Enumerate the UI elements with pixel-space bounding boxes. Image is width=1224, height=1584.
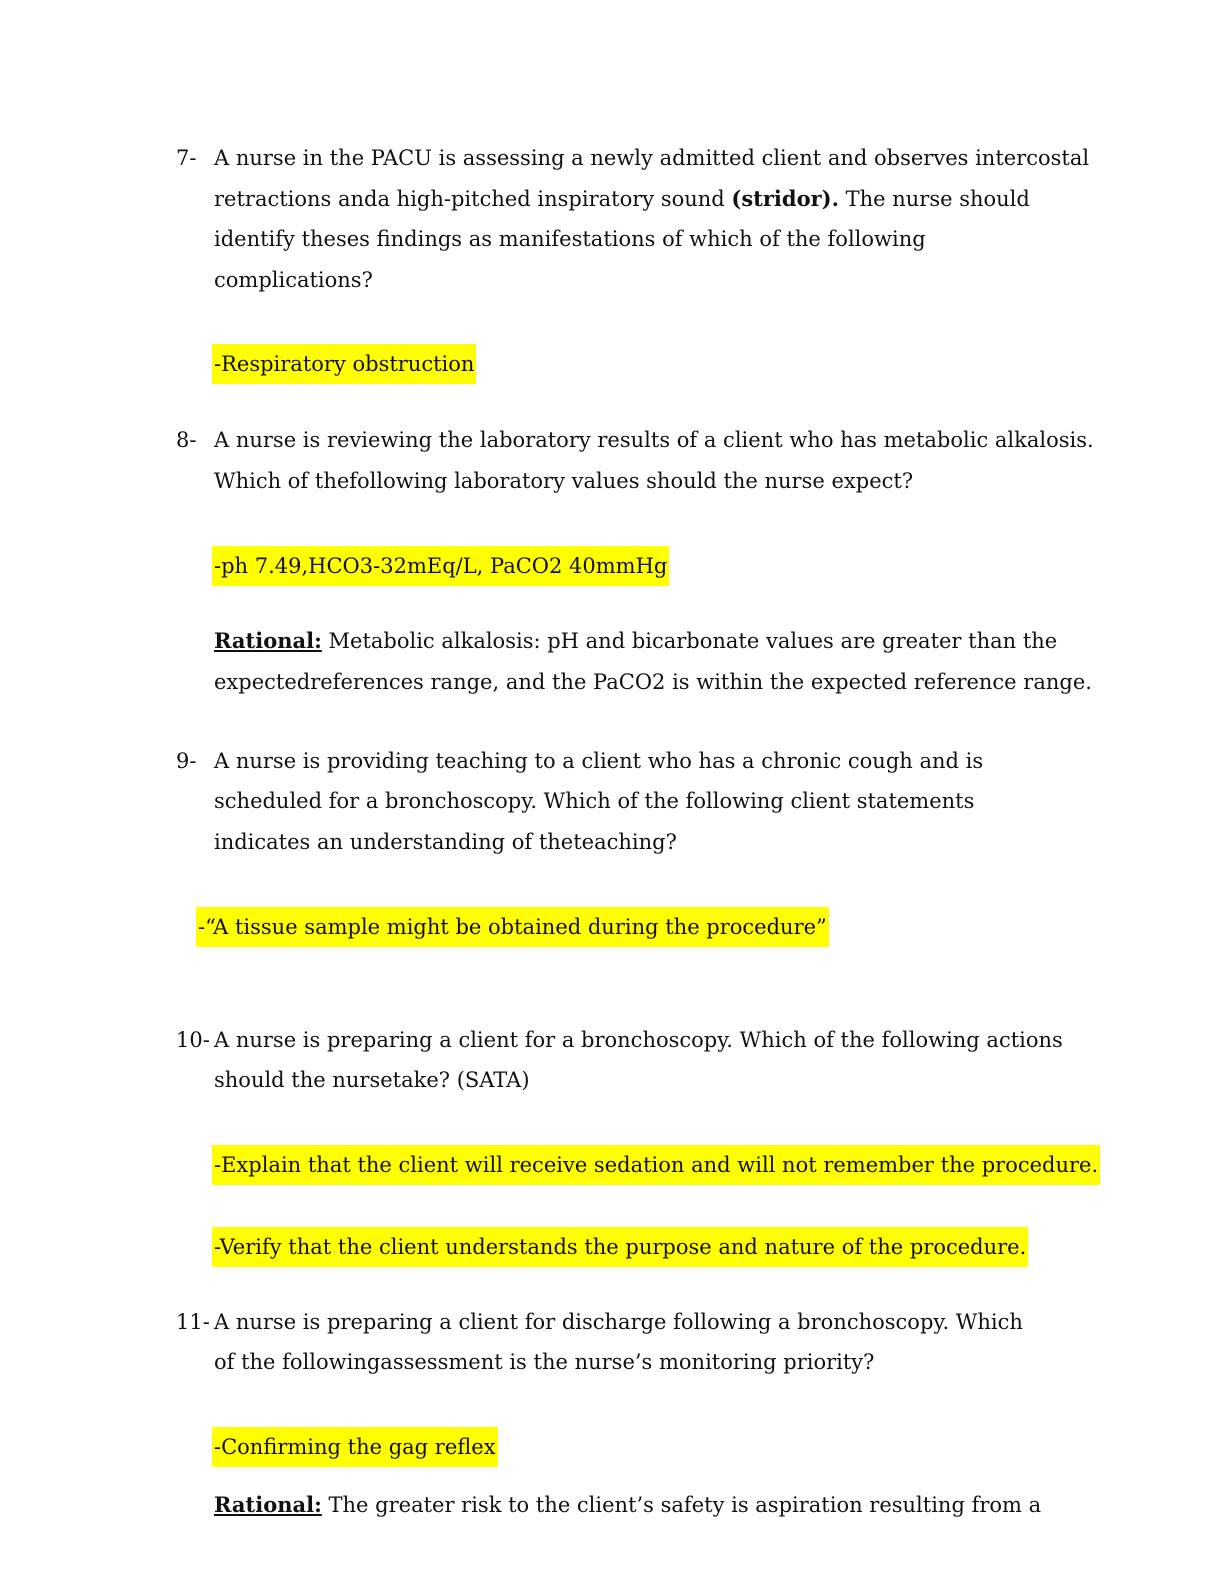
answer-highlight: -Respiratory obstruction <box>212 344 476 384</box>
question-text-line: should the nursetake? (SATA) <box>214 1068 530 1092</box>
rationale-line: Rational: The greater risk to the client’s safety is aspiration resulting from a <box>214 1492 1042 1517</box>
question-text-line: A nurse is preparing a client for a bronchoscopy. Which of the following actions <box>214 1028 1063 1052</box>
rationale-line: expectedreferences range, and the PaCO2 is within the expected reference range. <box>214 670 1092 694</box>
question-text-line: of the followingassessment is the nurse’s monitoring priority? <box>214 1350 875 1374</box>
question-text-line: Which of thefollowing laboratory values should the nurse expect? <box>214 469 914 493</box>
question-text-line: identify theses findings as manifestations of which of the following <box>214 227 926 251</box>
rationale-label: Rational: <box>214 628 322 653</box>
question-number: 9- <box>176 749 197 773</box>
question-number: 8- <box>176 428 197 452</box>
question-number: 11- <box>176 1310 210 1334</box>
answer-highlight: -ph 7.49,HCO3-32mEq/L, PaCO2 40mmHg <box>212 546 669 586</box>
question-text-line: indicates an understanding of theteaching? <box>214 830 677 854</box>
question-number: 7- <box>176 146 197 170</box>
answer-highlight: -Confirming the gag reflex <box>212 1427 498 1467</box>
question-text-line: retractions anda high-pitched inspiratory sound (stridor). The nurse should <box>214 186 1030 211</box>
question-text-line: A nurse is providing teaching to a client who has a chronic cough and is <box>214 749 984 773</box>
rationale-line: Rational: Metabolic alkalosis: pH and bicarbonate values are greater than the <box>214 628 1058 653</box>
question-text-line: scheduled for a bronchoscopy. Which of the following client statements <box>214 789 975 813</box>
question-text-line: A nurse is reviewing the laboratory results of a client who has metabolic alkalosis. <box>214 428 1094 452</box>
answer-highlight: -Explain that the client will receive sedation and will not remember the procedure. <box>212 1145 1100 1185</box>
rationale-label: Rational: <box>214 1492 322 1517</box>
question-text-line: A nurse in the PACU is assessing a newly admitted client and observes intercostal <box>214 146 1090 170</box>
question-number: 10- <box>176 1028 210 1052</box>
answer-highlight: -“A tissue sample might be obtained during the procedure” <box>196 907 829 947</box>
question-text-line: complications? <box>214 268 373 292</box>
stridor-term: (stridor). <box>731 186 839 211</box>
question-text-line: A nurse is preparing a client for discharge following a bronchoscopy. Which <box>214 1310 1023 1334</box>
answer-highlight: -Verify that the client understands the purpose and nature of the procedure. <box>212 1227 1028 1267</box>
